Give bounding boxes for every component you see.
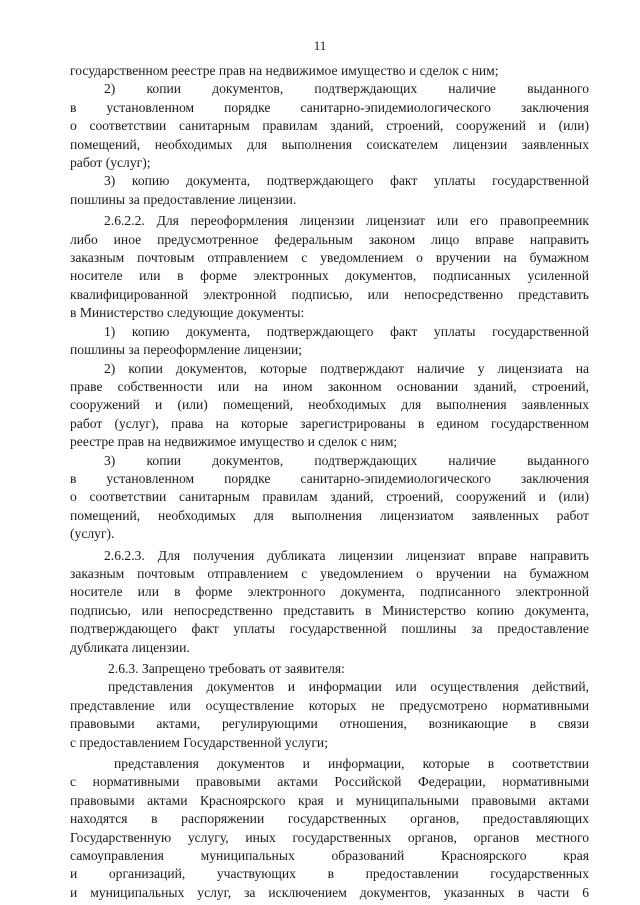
text-line: в установленном порядке санитарно-эпидемиологического заключения <box>70 470 589 486</box>
text-line: 2.6.3. Запрещено требовать от заявителя: <box>108 661 345 676</box>
text-line: сооружений и (или) помещений, необходимых для выполнения заявленных <box>70 397 589 413</box>
text-line: праве собственности или на ином законном основании зданий, строений, <box>70 378 589 394</box>
page-number: 11 <box>313 38 327 53</box>
text-line: 2) копии документов, которые подтверждают наличие у лицензиата на <box>104 360 589 376</box>
text-line: помещений, необходимых для выполнения лицензиатом заявленных работ <box>70 507 589 523</box>
text-line: Государственную услугу, иных государственных органов, органов местного <box>70 829 589 845</box>
text-line: о соответствии санитарным правилам зданий, строений, сооружений и (или) <box>70 489 589 505</box>
text-line: 3) копию документа, подтверждающего факт уплаты государственной <box>104 173 589 189</box>
text-line: носителе или в форме электронного документа, подписанного электронной <box>70 584 589 600</box>
text-line: помещений, необходимых для выполнения соискателем лицензии заявленных <box>70 136 589 152</box>
text-line: пошлины за переоформление лицензии; <box>70 342 303 358</box>
text-line: 2.6.2.2. Для переоформления лицензии лицензиат или его правопреемник <box>104 213 589 229</box>
document-body <box>70 62 589 902</box>
text-line: правовыми актами, регулирующими отношения, возникающие в связи <box>70 716 589 732</box>
text-line: заказным почтовым отправлением с уведомлением о вручении на бумажном <box>70 250 589 266</box>
text-line: реестре прав на недвижимое имущество и сделок с ним; <box>70 434 398 450</box>
text-line: подтверждающего факт уплаты государственной пошлины за предоставление <box>70 621 589 637</box>
text-line: дубликата лицензии. <box>70 639 190 655</box>
text-line: государственном реестре прав на недвижимое имущество и сделок с ним; <box>70 63 499 78</box>
text-line: представления документов и информации, которые в соответствии <box>114 756 589 772</box>
text-line: носителе или в форме электронных документов, подписанных усиленной <box>70 268 589 284</box>
text-line: подписью, или непосредственно представить в Министерство копию документа, <box>70 602 589 618</box>
text-line: либо иное предусмотренное федеральным законом лицо вправе направить <box>70 231 589 247</box>
text-line: представление или осуществление которых не предусмотрено нормативными <box>70 697 589 713</box>
text-line: работ (услуг), права на которые зарегистрированы в едином государственном <box>70 415 589 431</box>
text-line: 3) копии документов, подтверждающих наличие выданного <box>104 452 589 468</box>
text-line: самоуправления муниципальных образований Красноярского края <box>70 848 589 864</box>
text-line: 2) копии документов, подтверждающих наличие выданного <box>104 81 589 97</box>
text-line: в установленном порядке санитарно-эпидемиологического заключения <box>70 99 589 115</box>
text-line: с предоставлением Государственной услуги; <box>70 734 328 750</box>
text-line: (услуг). <box>70 526 115 542</box>
text-line: представления документов и информации или осуществления действий, <box>108 679 589 695</box>
text-line: и муниципальных услуг, за исключением документов, указанных в части 6 <box>70 884 589 900</box>
text-line: 1) копию документа, подтверждающего факт уплаты государственной <box>104 323 589 339</box>
text-line: 2.6.2.3. Для получения дубликата лицензии лицензиат вправе направить <box>104 547 589 563</box>
text-line: в Министерство следующие документы: <box>70 305 305 321</box>
text-line: пошлины за предоставление лицензии. <box>70 191 297 207</box>
text-line: находятся в распоряжении государственных органов, предоставляющих <box>70 811 589 827</box>
text-line: и организаций, участвующих в предоставлении государственных <box>70 866 589 882</box>
text-line: работ (услуг); <box>70 155 151 171</box>
text-line: правовыми актами Красноярского края и муниципальными правовыми актами <box>70 792 589 808</box>
text-line: квалифицированной электронной подписью, или непосредственно представить <box>70 286 589 302</box>
text-line: заказным почтовым отправлением с уведомлением о вручении на бумажном <box>70 565 589 581</box>
text-line: о соответствии санитарным правилам зданий, строений, сооружений и (или) <box>70 118 589 134</box>
text-line: с нормативными правовыми актами Российской Федерации, нормативными <box>70 774 589 790</box>
